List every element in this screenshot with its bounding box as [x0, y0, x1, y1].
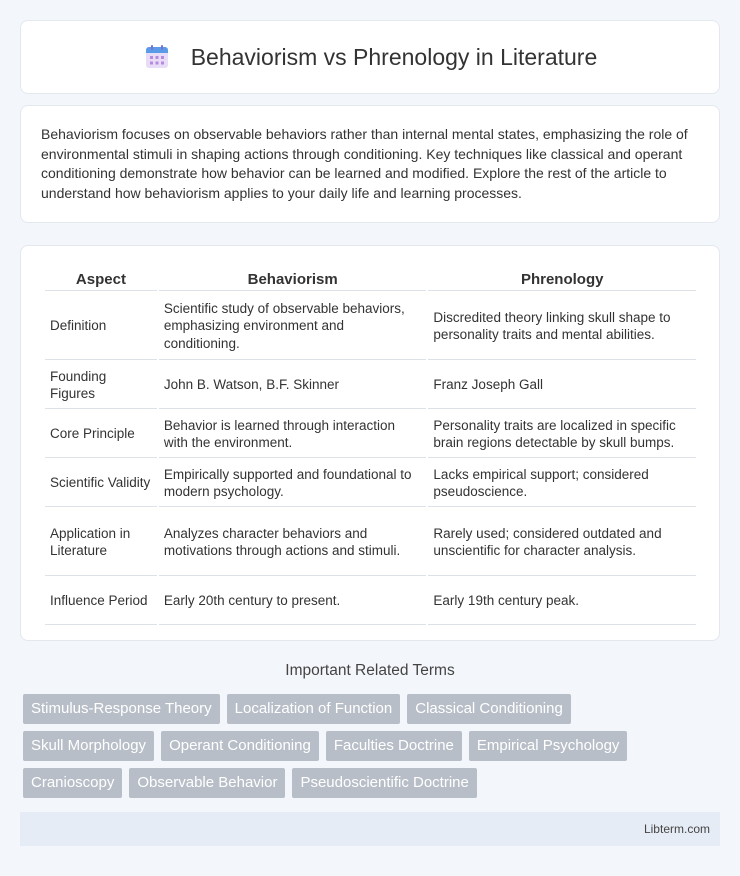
- tag-operant-conditioning[interactable]: Operant Conditioning: [161, 731, 319, 761]
- cell-phrenology: Lacks empirical support; considered pseudoscience.: [428, 460, 696, 507]
- footer: [20, 812, 720, 846]
- cell-behaviorism: Analyzes character behaviors and motivations through actions and stimuli.: [159, 509, 427, 576]
- table-row: [45, 460, 696, 507]
- comparison-table-card: [20, 245, 720, 641]
- comparison-table: [43, 266, 698, 627]
- tag-row: [23, 731, 723, 761]
- tag-localization-of-function[interactable]: Localization of Function: [227, 694, 401, 724]
- header-phrenology: Phrenology: [428, 268, 696, 291]
- cell-behaviorism: Behavior is learned through interaction with the environment.: [159, 411, 427, 458]
- tag-cranioscopy[interactable]: Cranioscopy: [23, 768, 122, 798]
- table-row: [45, 293, 696, 360]
- tag-observable-behavior[interactable]: Observable Behavior: [129, 768, 285, 798]
- header-behaviorism: Behaviorism: [159, 268, 427, 291]
- cell-aspect: Application in Literature: [45, 509, 157, 576]
- tag-skull-morphology[interactable]: Skull Morphology: [23, 731, 154, 761]
- intro-card: [20, 105, 720, 223]
- related-terms-heading: Important Related Terms: [285, 662, 455, 679]
- cell-aspect: Influence Period: [45, 578, 157, 625]
- tag-classical-conditioning[interactable]: Classical Conditioning: [407, 694, 571, 724]
- tag-row: [23, 768, 723, 798]
- cell-aspect: Founding Figures: [45, 362, 157, 409]
- cell-behaviorism: John B. Watson, B.F. Skinner: [159, 362, 427, 409]
- footer-site-link[interactable]: Libterm.com: [643, 822, 710, 836]
- cell-phrenology: Discredited theory linking skull shape to personality traits and mental abilities.: [428, 293, 696, 360]
- table-row: [45, 362, 696, 409]
- calendar-grid-icon: [143, 43, 171, 71]
- cell-phrenology: Personality traits are localized in specific brain regions detectable by skull bumps.: [428, 411, 696, 458]
- header-aspect: Aspect: [45, 268, 157, 291]
- intro-paragraph: Behaviorism focuses on observable behaviors rather than internal mental states, emphasizing the role of environmental stimuli in shaping actions through conditioning. Key techniques like classical and operant conditioning demonstrate how behavior can be learned and modified. Explore the rest of the article to understand how behaviorism applies to your daily life and learning processes.: [41, 126, 688, 201]
- table-row: [45, 509, 696, 576]
- table-row: [45, 411, 696, 458]
- tag-pseudoscientific-doctrine[interactable]: Pseudoscientific Doctrine: [292, 768, 476, 798]
- cell-behaviorism: Early 20th century to present.: [159, 578, 427, 625]
- page-title: Behaviorism vs Phrenology in Literature: [190, 43, 598, 70]
- tag-row: [23, 694, 723, 724]
- cell-phrenology: Early 19th century peak.: [428, 578, 696, 625]
- tag-empirical-psychology[interactable]: Empirical Psychology: [469, 731, 628, 761]
- cell-behaviorism: Empirically supported and foundational to modern psychology.: [159, 460, 427, 507]
- cell-phrenology: Rarely used; considered outdated and unscientific for character analysis.: [428, 509, 696, 576]
- table-row: [45, 578, 696, 625]
- cell-aspect: Definition: [45, 293, 157, 360]
- cell-aspect: Core Principle: [45, 411, 157, 458]
- related-terms-list: [23, 694, 723, 805]
- title-card: [20, 20, 720, 94]
- table-header-row: [45, 268, 696, 291]
- tag-faculties-doctrine[interactable]: Faculties Doctrine: [326, 731, 462, 761]
- cell-aspect: Scientific Validity: [45, 460, 157, 507]
- cell-behaviorism: Scientific study of observable behaviors, emphasizing environment and conditioning.: [159, 293, 427, 360]
- tag-stimulus-response-theory[interactable]: Stimulus-Response Theory: [23, 694, 220, 724]
- cell-phrenology: Franz Joseph Gall: [428, 362, 696, 409]
